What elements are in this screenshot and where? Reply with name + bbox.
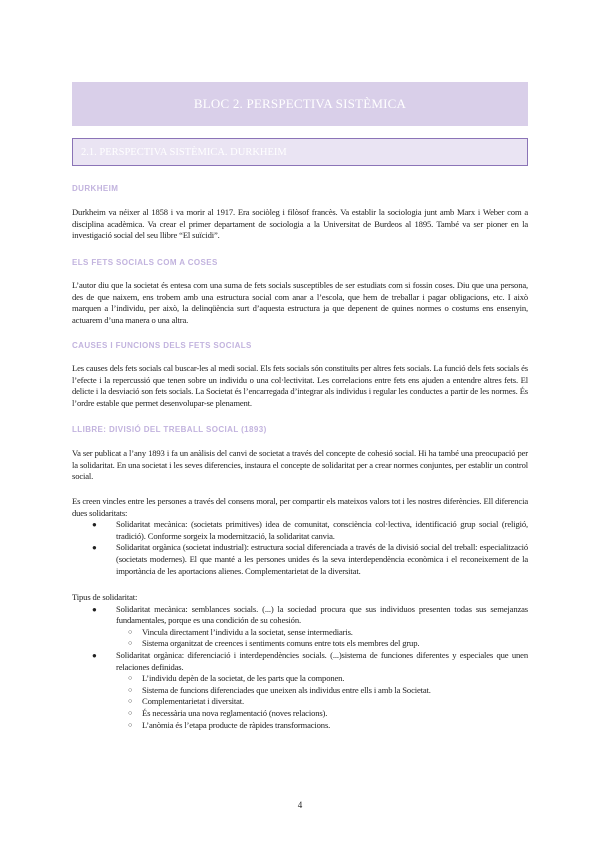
solidaritat-list [72,519,528,577]
circle-bullet-icon: ○ [128,708,133,717]
section-durkheim [72,184,528,193]
sub-list-item: ○ Complementarietat i diversitat. [128,696,245,707]
sub-list-item: ○ Sistema de funcions diferenciades que uneixen als individus entre ells i amb la Societat. [128,684,431,695]
list-item: ● Solidaritat mecànica: semblances socials. (...) la sociedad procura que sus individuos presenten todas sus semejanzas fundamentales, porque es una condición de su cohesión. [92,603,528,626]
section-title: CAUSES I FUNCIONS DELS FETS SOCIALS [72,341,252,350]
sub-list-item: ○ Vincula directament l’individu a la societat, sense intermediaris. [128,626,353,637]
tipus-solidaritat [72,592,528,731]
subtitle-banner [72,138,528,166]
paragraph: Es creen vincles entre les persones a través del consens moral, per compartir els mateixos valors tot i les nostres diferències. Ell diferencia dues solidaritats: [72,496,528,518]
section-durkheim-body [72,207,528,242]
list-item: ● Solidaritat orgànica: diferenciació i interdependències socials. (...)sistema de funciones diferentes y especiales que unen relaciones definidas. [92,649,528,672]
circle-bullet-icon: ○ [128,639,133,648]
section-fets-body [72,280,528,326]
subtitle: 2.1. PERSPECTIVA SISTÈMICA. DURKHEIM [81,146,287,158]
bullet-icon: ● [92,543,97,553]
bullet-icon: ● [92,650,97,660]
bloc-title-banner [72,82,528,126]
circle-bullet-icon: ○ [128,674,133,683]
bullet-icon: ● [92,520,97,530]
bloc-title: BLOC 2. PERSPECTIVA SISTÈMICA [193,96,407,111]
sub-list-item: ○ L’anòmia és l’etapa producte de ràpides transformacions. [128,719,331,730]
page-number: 4 [297,800,303,810]
section-title: ELS FETS SOCIALS COM A COSES [72,258,218,267]
tipus-list [72,604,528,732]
section-llibre-body-2 [72,496,528,577]
circle-bullet-icon: ○ [128,720,133,729]
list-item: ● Solidaritat mecànica: (societats primitives) idea de comunitat, consciència col·lectiva, identificació grup social (religió, tradició). Conforme sorgeix la modernització, la solidaritat canvia. [92,519,528,541]
tipus-label: Tipus de solidaritat: [72,592,138,602]
paragraph: Durkheim va néixer al 1858 i va morir al 1917. Era sociòleg i filòsof francès. Va establir la sociologia junt amb Marx i Weber com a disciplina acadèmica. Va crear el primer departament de sociologia a la Universitat de Burdeos al 1895. També va ser pioner en la investigació social del seu llibre “El suïcidi”. [72,207,528,241]
circle-bullet-icon: ○ [128,697,133,706]
section-causes [72,341,528,350]
sub-list-item: ○ L’individu depèn de la societat, de les parts que la componen. [128,673,345,684]
bullet-icon: ● [92,604,97,614]
section-fets [72,258,528,267]
sub-list-item: ○ Sistema organitzat de creences i sentiments comuns entre tots els membres del grup. [128,638,420,649]
list-item: ● Solidaritat orgànica (societat industrial): estructura social diferenciada a través de la divisió social del treball: especialització (societats modernes). El que manté a les persones unides és la seva interdependència econòmica i el reconeixement de la importància de les aportacions alienes. Complementarietat de la diversitat. [92,542,528,576]
section-llibre-body-1 [72,448,528,483]
paragraph: L’autor diu que la societat és entesa com una suma de fets socials susceptibles de ser estudiats com si fossin coses. Diu que una persona, des de que naixem, ens trobem amb una estructura social com anar a l’escola, que hem de treballar i pagar obligacions, etc. I això marquen a l’individu, per això, la delinqüència surt d’aquesta estructura ja que depenent de quines normes o costums ens ensenyin, actuarem d’una manera o una altra. [72,280,528,325]
section-llibre [72,425,528,434]
sub-list-item: ○ És necessària una nova reglamentació (noves relacions). [128,707,328,718]
paragraph: Va ser publicat a l’any 1893 i fa un anàlisis del canvi de societat a través del concepte de cohesió social. Hi ha també una preocupació per la solidaritat. En una societat i les seves diferencies, instaura el concepte de solidaritat per a crear normes conjuntes, per establir un control social. [72,448,528,482]
circle-bullet-icon: ○ [128,627,133,636]
circle-bullet-icon: ○ [128,685,133,694]
paragraph: Les causes dels fets socials cal buscar-les al medi social. Els fets socials són constituïts per altres fets socials. La funció dels fets socials és l’efecte i la repercussió que tenen sobre un individu o una col·lectivitat. Les correlacions entre fets ens ajuden a entendre altres fets. El delicte i la desviació son fets socials. La Societat és l’encarregada d’integrar als individus i regular les conductes a partir de les normes. És l’ordre estable que permet desenvolupar-se plenament. [72,363,528,408]
section-title: LLIBRE: DIVISIÓ DEL TREBALL SOCIAL (1893) [72,425,267,434]
section-title: DURKHEIM [72,184,119,193]
section-causes-body [72,363,528,409]
